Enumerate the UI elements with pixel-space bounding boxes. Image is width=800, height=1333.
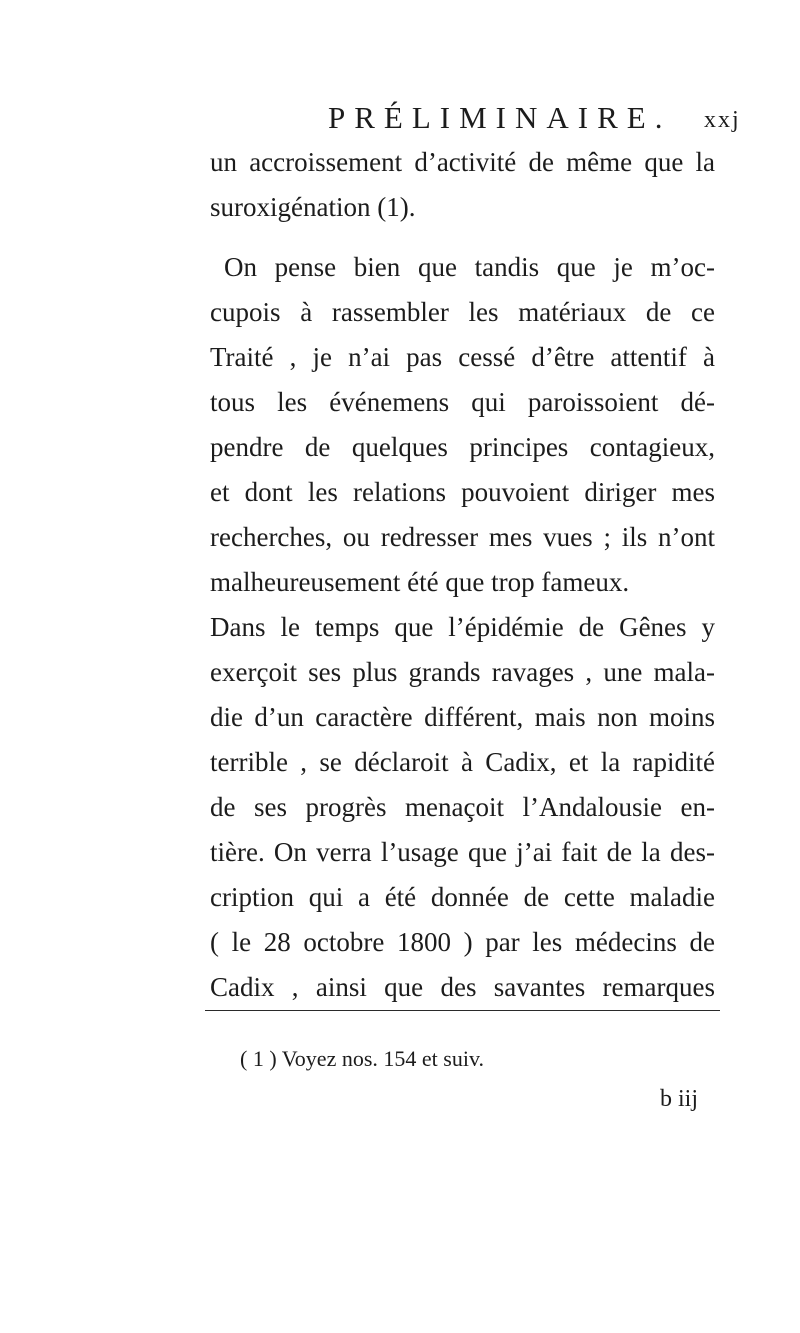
text-line: de ses progrès menaçoit l’Andalousie en- bbox=[210, 792, 715, 822]
text-line: malheureusement été que trop fameux. bbox=[210, 567, 630, 597]
text-line: On pense bien que tandis que je m’oc- bbox=[224, 252, 715, 282]
page-number: xxj bbox=[704, 107, 741, 133]
text-line: tous les événemens qui paroissoient dé- bbox=[210, 387, 715, 417]
text-line: tière. On verra l’usage que j’ai fait de la des- bbox=[210, 837, 715, 867]
text-line: un accroissement d’activité de même que la bbox=[210, 147, 715, 177]
text-line: cupois à rassembler les matériaux de ce bbox=[210, 297, 715, 327]
text-line: cription qui a été donnée de cette maladie bbox=[210, 882, 715, 912]
text-line: suroxigénation (1). bbox=[210, 192, 416, 222]
text-line: Dans le temps que l’épidémie de Gênes y bbox=[210, 612, 715, 642]
page-header bbox=[0, 98, 800, 138]
text-line: die d’un caractère différent, mais non moins bbox=[210, 702, 715, 732]
running-title: PRÉLIMINAIRE. bbox=[328, 100, 672, 135]
text-line: pendre de quelques principes contagieux, bbox=[210, 432, 715, 462]
text-line: ( le 28 octobre 1800 ) par les médecins de bbox=[210, 927, 715, 957]
footnote-rule bbox=[205, 1010, 720, 1011]
paragraph-gap bbox=[210, 230, 715, 245]
footnote: ( 1 ) Voyez nos. 154 et suiv. bbox=[240, 1046, 485, 1071]
text-line: Traité , je n’ai pas cessé d’être attentif à bbox=[210, 342, 715, 372]
body-text bbox=[210, 140, 715, 1010]
text-line: exerçoit ses plus grands ravages , une mala- bbox=[210, 657, 715, 687]
signature-mark: b iij bbox=[660, 1086, 699, 1112]
text-line: recherches, ou redresser mes vues ; ils n’ont bbox=[210, 522, 715, 552]
text-line: Cadix , ainsi que des savantes remarques bbox=[210, 972, 715, 1002]
text-line: terrible , se déclaroit à Cadix, et la rapidité bbox=[210, 747, 715, 777]
text-line: et dont les relations pouvoient diriger mes bbox=[210, 477, 715, 507]
